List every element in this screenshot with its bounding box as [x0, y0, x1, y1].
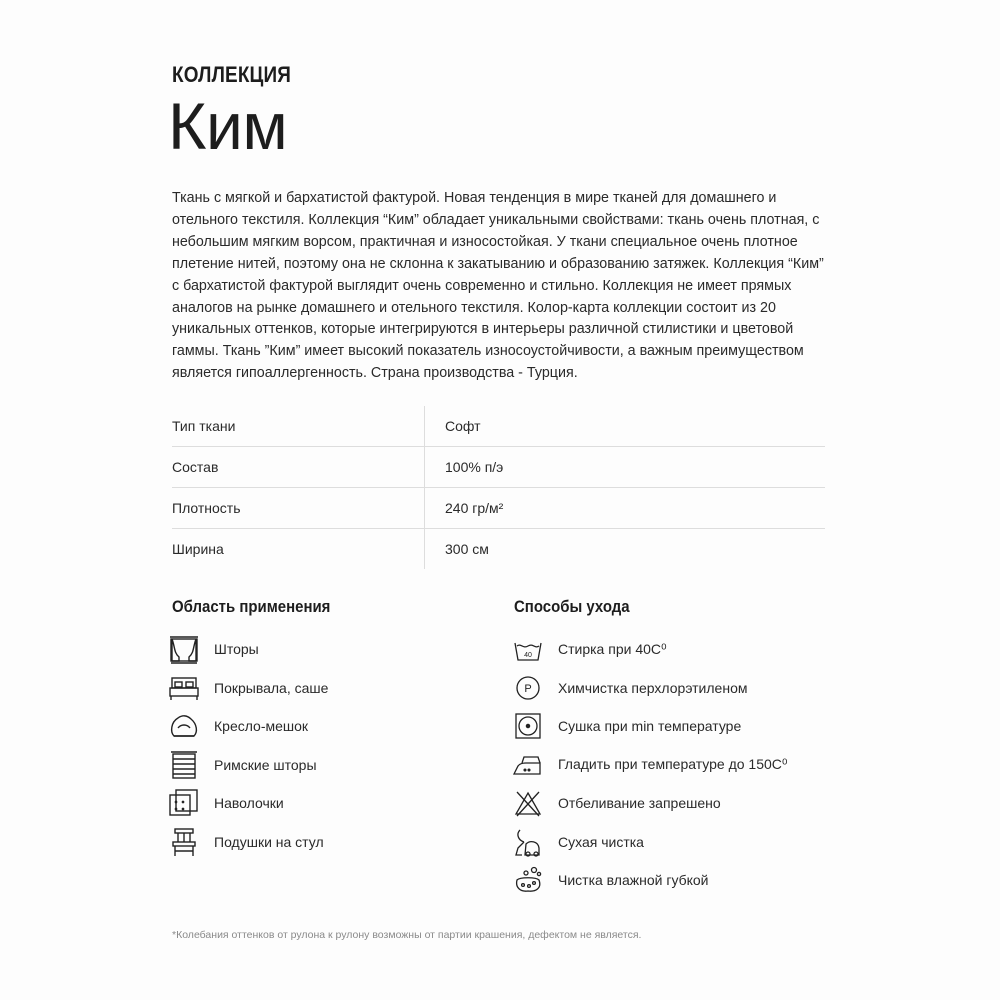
item-label: Отбеливание запрешено: [558, 795, 721, 812]
item-label: Кресло-мешок: [214, 718, 309, 735]
svg-text:40: 40: [524, 652, 532, 660]
item-label: Гладить при температуре до 150С⁰: [558, 756, 788, 773]
item-label: Наволочки: [214, 795, 284, 812]
list-item: [168, 746, 328, 785]
care-title: Способы ухода: [514, 597, 630, 616]
spec-value: 240 гр/м²: [445, 500, 504, 516]
collection-title: Ким: [168, 89, 288, 163]
list-item: [168, 784, 328, 823]
item-label: Сухая чистка: [558, 833, 644, 850]
footnote: *Колебания оттенков от рулона к рулону возможны от партии крашения, дефектом не является.: [172, 929, 642, 941]
spec-label: Ширина: [172, 529, 425, 569]
list-item: [512, 707, 788, 746]
item-label: Шторы: [214, 641, 259, 658]
usage-list: [168, 630, 328, 861]
spec-value: 100% п/э: [445, 459, 504, 475]
item-label: Чистка влажной губкой: [558, 872, 709, 889]
bed-icon: [168, 672, 200, 704]
list-item: [168, 707, 328, 746]
spec-label: Плотность: [172, 488, 425, 528]
spec-row: [172, 529, 825, 569]
description: Ткань с мягкой и бархатистой фактурой. Новая тенденция в мире тканей для домашнего и отельного текстиля. Коллекция “Ким” обладает уникальными свойствами: ткань очень плотная, с небольшим мягким ворсом, практичная и износостойкая. У ткани специальное очень плотное плетение нитей, поэтому она не склонна к закатыванию и образованию затяжек. Коллекция “Ким” с бархатистой фактурой выглядит очень современно и стильно. Коллекция не имеет прямых аналогов на рынке домашнего и отельного текстиля. Колор-карта коллекции состоит из 20 уникальных оттенков, которые интегрируются в интерьеры различной стилистики и цветовой гаммы. Ткань ”Ким” имеет высокий показатель износоустойчивости, а важным преимуществом является гипоаллергенность. Страна производства - Турция.: [172, 190, 824, 382]
item-label: Химчистка перхлорэтиленом: [558, 679, 748, 696]
usage-title: Область применения: [172, 597, 331, 616]
list-item: [512, 784, 788, 823]
curtains-icon: [168, 633, 200, 665]
list-item: [168, 823, 328, 862]
dry-clean-p-icon: [512, 672, 544, 704]
item-label: Стирка при 40С⁰: [558, 640, 667, 657]
care-list: [512, 630, 788, 900]
roman-blinds-icon: [168, 749, 200, 781]
wash-40-icon: [512, 633, 544, 665]
item-label: Подушки на стул: [214, 833, 324, 850]
chair-icon: [168, 826, 200, 858]
spec-label: Тип ткани: [172, 406, 425, 446]
specs-table: [172, 406, 825, 569]
svg-text:P: P: [524, 682, 532, 695]
spec-value: Софт: [445, 418, 481, 434]
spec-label: Состав: [172, 447, 425, 487]
spec-value: 300 см: [445, 541, 489, 557]
iron-icon: [512, 749, 544, 781]
collection-label: КОЛЛЕКЦИЯ: [172, 62, 292, 87]
list-item: [168, 669, 328, 708]
item-label: Сушка при min температуре: [558, 718, 742, 735]
list-item: [512, 823, 788, 862]
list-item: [512, 630, 788, 669]
beanbag-icon: [168, 710, 200, 742]
spec-row: [172, 447, 825, 488]
list-item: [512, 861, 788, 900]
pillowcases-icon: [168, 787, 200, 819]
sponge-icon: [512, 864, 544, 896]
spec-row: [172, 488, 825, 529]
spec-row: [172, 406, 825, 447]
tumble-dry-low-icon: [512, 710, 544, 742]
list-item: [168, 630, 328, 669]
item-label: Покрывала, саше: [214, 679, 329, 696]
list-item: [512, 669, 788, 708]
item-label: Римские шторы: [214, 756, 317, 773]
list-item: [512, 746, 788, 785]
vacuum-icon: [512, 826, 544, 858]
no-bleach-icon: [512, 787, 544, 819]
